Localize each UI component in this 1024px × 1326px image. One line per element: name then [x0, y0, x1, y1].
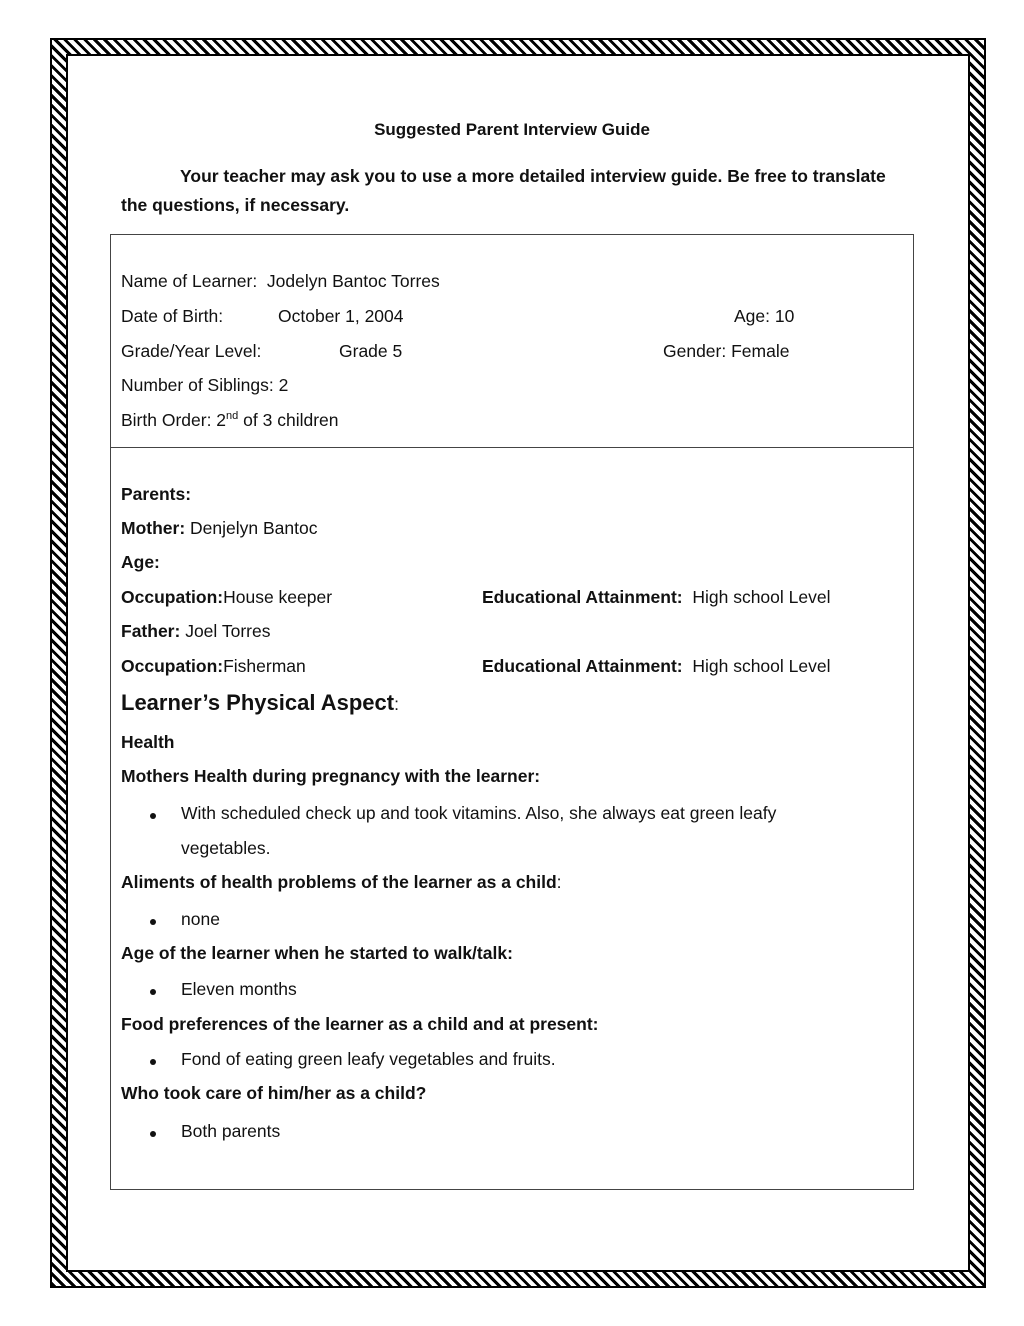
bullet-icon [150, 1059, 156, 1065]
question-ailments [121, 872, 562, 893]
question-ailments-colon: : [556, 872, 562, 892]
bullet-icon [150, 919, 156, 925]
question-pregnancy: Mothers Health during pregnancy with the learner: [121, 766, 541, 786]
answer-caretaker: Both parents [181, 1121, 281, 1141]
birth-order-sup: nd [226, 410, 239, 423]
gender-value: Female [731, 341, 790, 361]
grade-value: Grade 5 [339, 341, 403, 361]
question-food: Food preferences of the learner as a child and at present: [121, 1014, 599, 1034]
bullet-icon [150, 1131, 156, 1137]
occupation-label: Occupation: [121, 587, 224, 607]
intro-text: Your teacher may ask you to use a more detailed interview guide. Be free to translate the questions, if necessary. [121, 166, 886, 215]
question-caretaker: Who took care of him/her as a child? [121, 1083, 427, 1103]
answer-food: Fond of eating green leafy vegetables and fruits. [181, 1049, 556, 1069]
occupation-label: Occupation: [121, 656, 224, 676]
grade-label: Grade/Year Level: [121, 341, 262, 361]
bullet-icon [150, 813, 156, 819]
learner-name-row [121, 271, 440, 292]
mother-edu: High school Level [692, 587, 831, 607]
dob-value: October 1, 2004 [278, 306, 404, 326]
mother-row [121, 518, 317, 539]
answer-walk-talk: Eleven months [181, 979, 297, 999]
father-row [121, 621, 270, 642]
edu-label: Educational Attainment: [482, 656, 683, 676]
father-occupation: Fisherman [223, 656, 306, 676]
mother-age-label: Age: [121, 552, 160, 572]
age-row [734, 306, 794, 327]
father-edu: High school Level [692, 656, 831, 676]
father-edu-row [482, 656, 830, 677]
father-name: Joel Torres [185, 621, 271, 641]
page-title: Suggested Parent Interview Guide [374, 120, 650, 139]
answer-pregnancy-line2: vegetables. [181, 838, 271, 858]
gender-label: Gender: [663, 341, 727, 361]
mother-edu-row [482, 587, 830, 608]
siblings-value: 2 [278, 375, 289, 395]
answer-ailments: none [181, 909, 220, 929]
physical-heading-text: Learner’s Physical Aspect [121, 690, 395, 715]
mother-name: Denjelyn Bantoc [190, 518, 318, 538]
gender-row [663, 341, 789, 362]
father-occupation-row [121, 656, 306, 677]
learner-name: Jodelyn Bantoc Torres [266, 271, 440, 291]
age-label: Age: [734, 306, 770, 326]
question-ailments-text: Aliments of health problems of the learner as a child [121, 872, 557, 892]
siblings-row [121, 375, 288, 396]
physical-heading-colon: : [394, 694, 399, 714]
name-label: Name of Learner: [121, 271, 258, 291]
question-walk-talk: Age of the learner when he started to walk/talk: [121, 943, 513, 963]
bullet-icon [150, 989, 156, 995]
age-value: 10 [774, 306, 795, 326]
health-heading: Health [121, 732, 175, 752]
parents-heading: Parents: [121, 484, 192, 504]
mother-occupation: House keeper [223, 587, 333, 607]
birth-order-label: Birth Order: 2 [121, 410, 227, 430]
mother-occupation-row [121, 587, 332, 608]
siblings-label: Number of Siblings: [121, 375, 274, 395]
physical-aspect-heading [121, 690, 399, 716]
answer-pregnancy-line1: With scheduled check up and took vitamins. Also, she always eat green leafy [181, 803, 777, 823]
edu-label: Educational Attainment: [482, 587, 683, 607]
birth-order-rest: of 3 children [238, 410, 339, 430]
dob-label: Date of Birth: [121, 306, 224, 326]
mother-label: Mother: [121, 518, 186, 538]
father-label: Father: [121, 621, 181, 641]
birth-order-row [121, 410, 339, 431]
